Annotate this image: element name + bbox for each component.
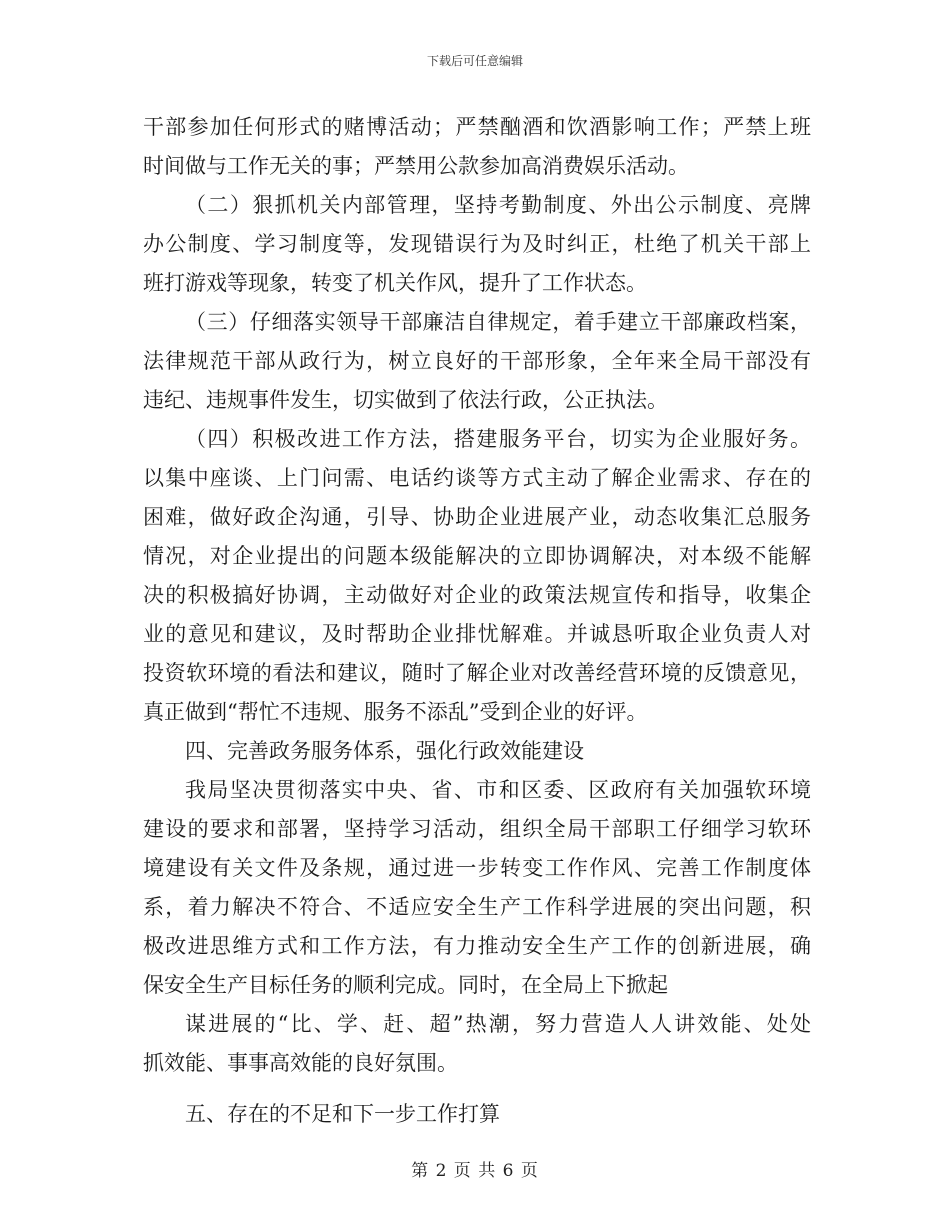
body-line: 真正做到“帮忙不违规、服务不添乱”受到企业的好评。 bbox=[143, 700, 648, 724]
body-line: 抓效能、事事高效能的良好氛围。 bbox=[143, 1051, 458, 1075]
body-line: 境建设有关文件及条规，通过进一步转变工作作风、完善工作制度体 bbox=[143, 856, 811, 880]
body-line: 班打游戏等现象，转变了机关作风，提升了工作状态。 bbox=[143, 271, 647, 295]
body-line: 办公制度、学习制度等，发现错误行为及时纠正，杜绝了机关干部上 bbox=[143, 232, 811, 256]
body-line: 困难，做好政企沟通，引导、协助企业进展产业，动态收集汇总服务 bbox=[143, 505, 811, 529]
body-line: 保安全生产目标任务的顺利完成。同时，在全局上下掀起 bbox=[143, 973, 668, 997]
body-line: （四）积极改进工作方法，搭建服务平台，切实为企业服好务。 bbox=[185, 427, 811, 451]
body-line: 建设的要求和部署，坚持学习活动，组织全局干部职工仔细学习软环 bbox=[143, 817, 811, 841]
section-heading: 四、完善政务服务体系，强化行政效能建设 bbox=[185, 739, 584, 763]
body-line: 法律规范干部从政行为，树立良好的干部形象，全年来全局干部没有 bbox=[143, 349, 811, 373]
body-line: 决的积极搞好协调，主动做好对企业的政策法规宣传和指导，收集企 bbox=[143, 583, 811, 607]
paragraph-gap bbox=[143, 1083, 811, 1095]
page-header: 下载后可任意编辑 bbox=[426, 54, 523, 68]
body-line: 以集中座谈、上门问需、电话约谈等方式主动了解企业需求、存在的 bbox=[143, 466, 811, 490]
body-line: 极改进思维方式和工作方法，有力推动安全生产工作的创新进展，确 bbox=[143, 934, 811, 958]
body-line: 系，着力解决不符合、不适应安全生产工作科学进展的突出问题，积 bbox=[143, 895, 811, 919]
body-line: （三）仔细落实领导干部廉洁自律规定，着手建立干部廉政档案， bbox=[185, 310, 811, 334]
body-line: 情况，对企业提出的问题本级能解决的立即协调解决，对本级不能解 bbox=[143, 544, 811, 568]
body-line: 干部参加任何形式的赌博活动；严禁酗酒和饮酒影响工作；严禁上班 bbox=[143, 115, 811, 139]
body-line: 投资软环境的看法和建议，随时了解企业对改善经营环境的反馈意见， bbox=[143, 661, 811, 685]
body-line: 业的意见和建议，及时帮助企业排忧解难。并诚恳听取企业负责人对 bbox=[143, 622, 811, 646]
section-heading: 五、存在的不足和下一步工作打算 bbox=[185, 1102, 500, 1126]
body-line: （二）狠抓机关内部管理，坚持考勤制度、外出公示制度、亮牌 bbox=[185, 193, 811, 217]
page-number: 第 2 页 共 6 页 bbox=[411, 1161, 539, 1181]
document-body bbox=[143, 108, 811, 1134]
body-line: 违纪、违规事件发生，切实做到了依法行政，公正执法。 bbox=[143, 388, 668, 412]
body-line: 我局坚决贯彻落实中央、省、市和区委、区政府有关加强软环境 bbox=[185, 778, 811, 802]
body-line: 谋进展的“比、学、赶、超”热潮，努力营造人人讲效能、处处 bbox=[185, 1012, 811, 1036]
body-line: 时间做与工作无关的事；严禁用公款参加高消费娱乐活动。 bbox=[143, 154, 689, 178]
